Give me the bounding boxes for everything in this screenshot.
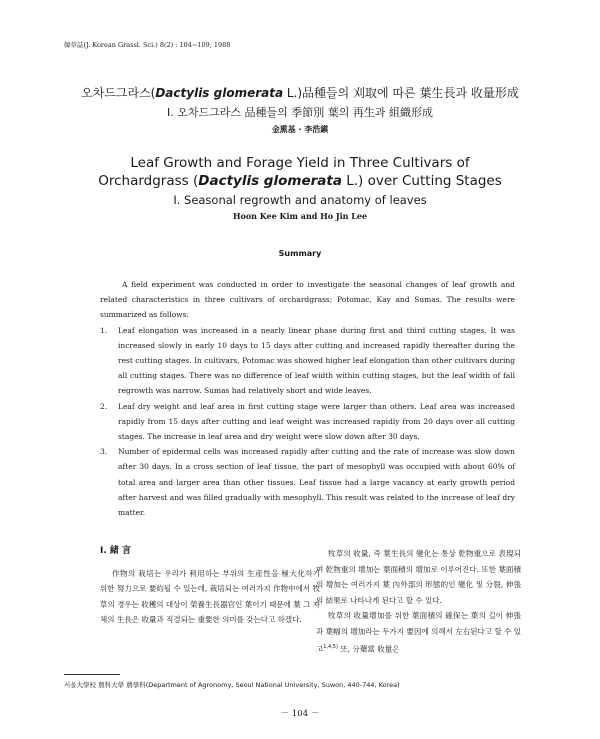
intro-right-column <box>316 546 521 657</box>
footnote-rule <box>64 674 120 675</box>
summary-item-text: Leaf elongation was increased in a nearly linear phase during first and third cutting stages. It was increased slowly in early 10 days to 15 days after cutting and increased rapidly thereafter during the rest cutting stages. In cultivars, Potomac was showed higher leaf elongation than other cultivars during all cutting stages. There was no difference of leaf width within cutting stages, but the leaf width of fall regrowth was narrow. Sumas had relatively short and wide leaves. <box>118 325 515 396</box>
english-authors: Hoon Kee Kim and Ho Jin Lee <box>232 211 368 221</box>
summary-item <box>100 323 515 399</box>
summary-item-number: 3. <box>100 447 108 457</box>
summary-intro: A field experiment was conducted in order to investigate the seasonal changes of leaf growth and related characteristics in three cultivars of orchardgrass; Potomac, Kay and Sumas. The results were summarized as follows: <box>100 280 515 320</box>
footnote-affiliation: 서울大學校 農科大學 農學科(Department of Agronomy, Seoul National University, Suwon, 440-744, Korea) <box>64 681 400 689</box>
summary-body <box>100 277 515 520</box>
english-title <box>0 154 600 190</box>
intro-right-paragraph-2 <box>316 608 521 656</box>
english-title-line2 <box>0 172 600 190</box>
english-title-species: Dactylis glomerata <box>198 173 342 189</box>
intro-right-text-end: 또, 分蘗當 收量은 <box>337 644 400 654</box>
summary-item-number: 2. <box>100 401 108 411</box>
reference-marker: 1,4,5) <box>323 643 338 650</box>
korean-title-species: Dactylis glomerata <box>155 86 284 100</box>
intro-heading: I. 緒 言 <box>100 546 132 556</box>
intro-left-paragraph: 作物의 栽培는 우리가 利用하는 부위의 生産性을 極大化하기 위한 努力으로 要約될 수 있는데, 栽培되는 여러가지 作物中에서 牧草의 경우는 收穫의 대상이 榮養生長器官인 葉이기 때문에 葉 그 자체의 生長은 收量과 직결되는 重要한 의미를 갖는다고 하겠다. <box>100 568 320 625</box>
summary-item <box>100 399 515 445</box>
english-title-line2-pre: Orchardgrass ( <box>98 173 199 189</box>
summary-heading: Summary <box>278 249 322 258</box>
summary-item-text: Leaf dry weight and leaf area in first cutting stage were larger than others. Leaf area was increased rapidly from 15 days after cutting and leaf weight was increased rapidly from 20 days over all cutting stages. The increase in leaf area and dry weight were slow down after 30 days. <box>118 401 515 442</box>
intro-left-column <box>100 544 320 628</box>
summary-item <box>100 444 515 520</box>
korean-authors: 金熏基 · 李浩鎭 <box>271 125 329 134</box>
korean-subtitle: I. 오차드그라스 品種들의 季節別 葉의 再生과 組織形成 <box>167 106 433 119</box>
korean-title-post: L.)品種들의 刈取에 따른 葉生長과 收量形成 <box>283 86 519 100</box>
english-title-line2-post: L.) over Cutting Stages <box>341 173 502 189</box>
korean-title-pre: 오차드그라스( <box>81 86 156 100</box>
journal-citation: 韓草誌(J. Korean Grassl. Sci.) 8(2) : 104~109, 1988 <box>64 41 231 49</box>
page-number: － 104 － <box>280 709 320 719</box>
summary-item-number: 1. <box>100 325 108 335</box>
english-title-line1: Leaf Growth and Forage Yield in Three Cultivars of <box>130 155 470 171</box>
english-subtitle: I. Seasonal regrowth and anatomy of leaves <box>173 193 427 207</box>
intro-right-paragraph: 牧草의 收量, 즉 葉生長의 變化는 통상 乾物重으로 表現되며 乾物重의 增加는 葉面積의 增加로 이루어진다. 또한 葉面積의 增加는 여러가지 葉 內外部의 形態的인 變化 및 分裂, 伸張의 結果로 나타나게 된다고 할 수 있다. <box>316 549 521 605</box>
intro-right-text: 牧草의 收量增加를 위한 葉面積의 確保는 葉의 길이 伸張과 葉幅의 增加라는 두가지 要因에 의해서 左右된다고 할 수 있고 <box>316 611 521 654</box>
summary-item-text: Number of epidermal cells was increased rapidly after cutting and the rate of increase was slow down after 30 days. In a cross section of leaf tissue, the part of mesophyll was occupied with about 60% of total area and larger area than other tissues. Leaf tissue had a large vacancy at early growth period after harvest and was filled gradually with mesophyll. This result was related to the increase of leaf dry matter. <box>118 447 515 518</box>
korean-title <box>0 84 600 101</box>
